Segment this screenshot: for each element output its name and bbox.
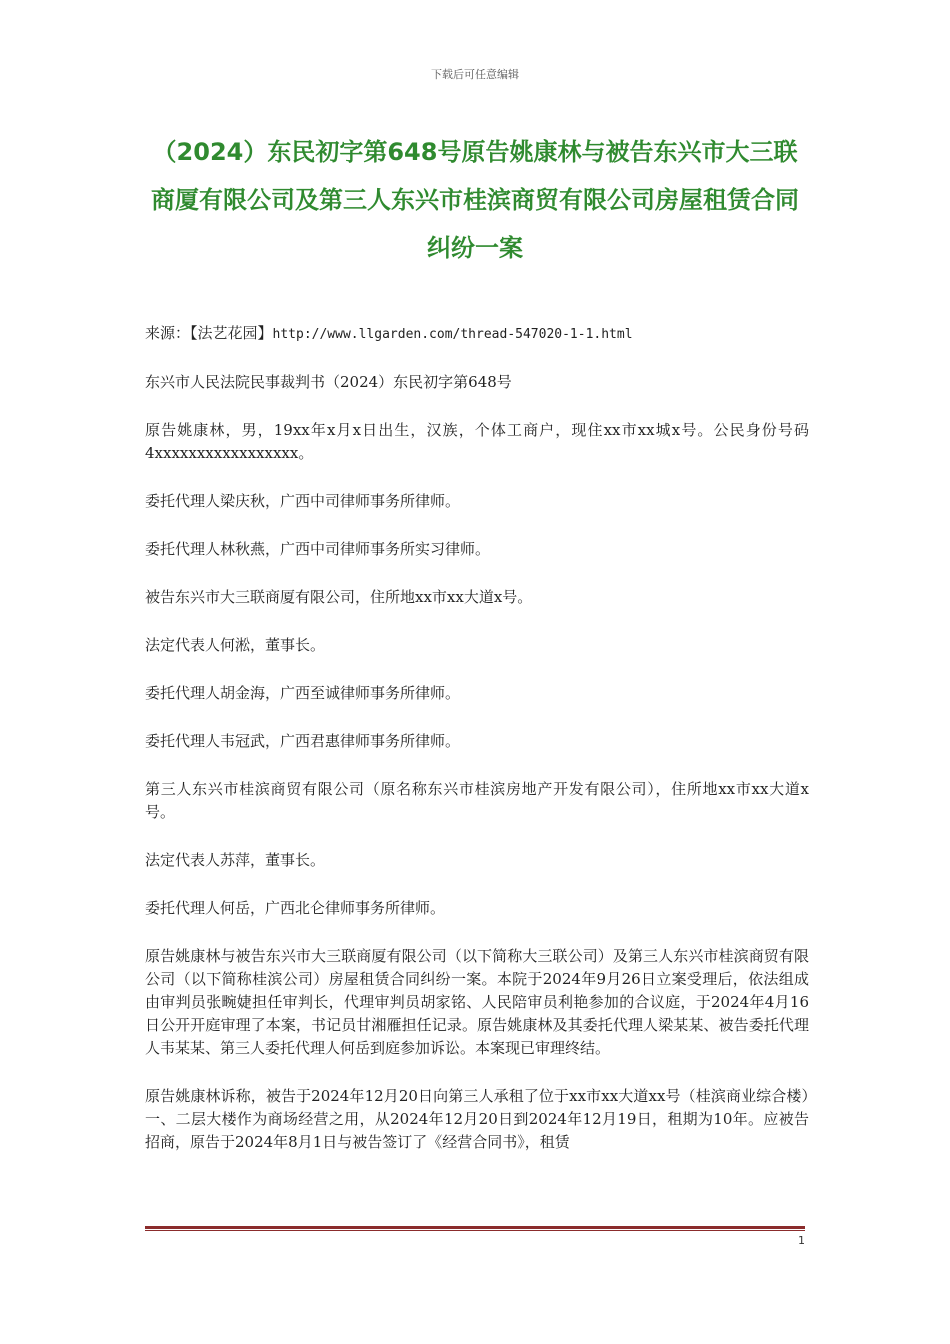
paragraph-third-party-agent: 委托代理人何岳，广西北仑律师事务所律师。	[145, 899, 446, 917]
paragraph-plaintiff-agent-2: 委托代理人林秋燕，广西中司律师事务所实习律师。	[145, 540, 491, 558]
document-body	[145, 322, 809, 1179]
document-title: （2024）东民初字第648号原告姚康林与被告东兴市大三联商厦有限公司及第三人东兴市桂滨商贸有限公司房屋租赁合同纠纷一案	[151, 138, 799, 262]
page-header-note: 下载后可任意编辑	[431, 68, 519, 81]
paragraph-defendant-agent-1: 委托代理人胡金海，广西至诚律师事务所律师。	[145, 684, 461, 702]
footer-rule	[145, 1226, 805, 1229]
paragraph-third-party-representative: 法定代表人苏萍，董事长。	[145, 851, 326, 869]
page-number: 1	[798, 1234, 805, 1247]
paragraph-plaintiff-agent-1: 委托代理人梁庆秋，广西中司律师事务所律师。	[145, 492, 461, 510]
paragraph-plaintiff: 原告姚康林，男，19xx年x月x日出生，汉族，个体工商户，现住xx市xx城x号。公民身份号码4xxxxxxxxxxxxxxxxx。	[145, 421, 809, 462]
paragraph-plaintiff-claim: 原告姚康林诉称，被告于2024年12月20日向第三人承租了位于xx市xx大道xx号（桂滨商业综合楼）一、二层大楼作为商场经营之用，从2024年12月20日到2024年12月19日，租期为10年。应被告招商，原告于2024年8月1日与被告签订了《经营合同书》，租赁	[145, 1087, 809, 1151]
paragraph-defendant: 被告东兴市大三联商厦有限公司，住所地xx市xx大道x号。	[145, 588, 533, 606]
paragraph-defendant-representative: 法定代表人何淞，董事长。	[145, 636, 326, 654]
footer-rule-thin	[145, 1230, 805, 1231]
paragraph-case-number: 东兴市人民法院民事裁判书（2024）东民初字第648号	[145, 373, 512, 391]
source-url: http://www.llgarden.com/thread-547020-1-1.html	[272, 327, 633, 342]
paragraph-defendant-agent-2: 委托代理人韦冠武，广西君惠律师事务所律师。	[145, 732, 461, 750]
paragraph-third-party: 第三人东兴市桂滨商贸有限公司（原名称东兴市桂滨房地产开发有限公司），住所地xx市xx大道x号。	[145, 780, 809, 821]
paragraph-case-summary: 原告姚康林与被告东兴市大三联商厦有限公司（以下简称大三联公司）及第三人东兴市桂滨商贸有限公司（以下简称桂滨公司）房屋租赁合同纠纷一案。本院于2024年9月26日立案受理后，依法组成由审判员张畹婕担任审判长，代理审判员胡家铭、人民陪审员利艳参加的合议庭，于2024年4月16日公开开庭审理了本案，书记员甘湘雁担任记录。原告姚康林及其委托代理人梁某某、被告委托代理人韦某某、第三人委托代理人何岳到庭参加诉讼。本案现已审理终结。	[145, 947, 809, 1057]
source-line	[145, 322, 809, 346]
source-label: 来源：【法艺花园】	[145, 324, 273, 342]
